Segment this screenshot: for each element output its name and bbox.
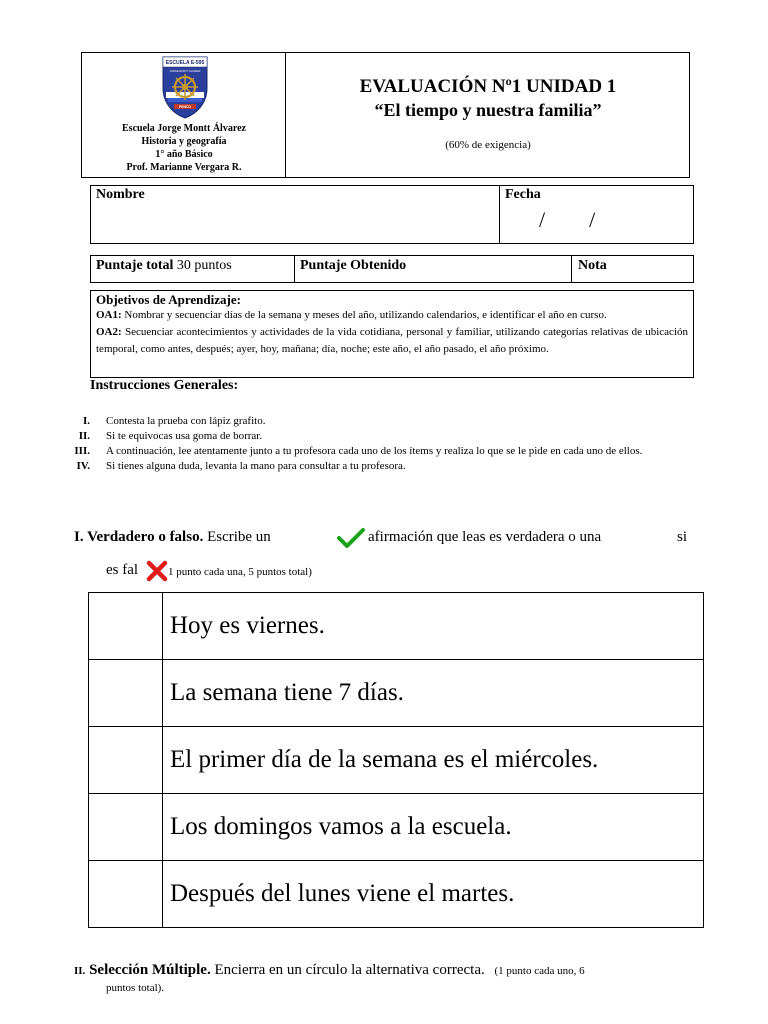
statement-cell: La semana tiene 7 días.	[163, 660, 704, 727]
statement-cell: El primer día de la semana es el miércoles.	[163, 727, 704, 794]
score-divider-2	[571, 255, 572, 283]
cross-icon	[146, 560, 168, 582]
answer-cell[interactable]	[89, 593, 163, 660]
section-1-title: I. Verdadero o falso.	[74, 529, 204, 545]
subject: Historia y geografía	[141, 136, 227, 147]
svg-text:JORGE MONTT ÁLVAREZ: JORGE MONTT ÁLVAREZ	[169, 70, 201, 73]
total-score-value: 30 puntos	[173, 258, 232, 273]
instructions-title: Instrucciones Generales:	[90, 378, 239, 393]
section-1-text-b: afirmación que leas es verdadera o una	[368, 529, 602, 545]
section-1-points: 1 punto cada una, 5 puntos total)	[168, 566, 312, 578]
statement-cell: Los domingos vamos a la escuela.	[163, 794, 704, 861]
section-2-points-a: (1 punto cada uno, 6	[494, 965, 585, 977]
teacher: Prof. Marianne Vergara R.	[126, 162, 242, 173]
table-row	[89, 794, 704, 861]
section-2-text: Encierra en un círculo la alternativa correcta.	[210, 962, 485, 978]
statement-cell: Después del lunes viene el martes.	[163, 861, 704, 928]
page-title: EVALUACIÓN Nº1 UNIDAD 1	[359, 76, 617, 97]
answer-cell[interactable]	[89, 861, 163, 928]
school-info	[82, 122, 286, 174]
name-label: Nombre	[96, 187, 145, 202]
page-subtitle: “El tiempo y nuestra familia”	[374, 100, 602, 120]
section-1-line-2	[106, 562, 138, 579]
instruction-text: Contesta la prueba con lápiz grafito.	[106, 415, 266, 427]
section-1-text-c: si	[677, 529, 688, 545]
score-divider-1	[294, 255, 295, 283]
school-name: Escuela Jorge Montt Álvarez	[122, 123, 246, 134]
oa2-text: Secuenciar acontecimientos y actividades de la vida cotidiana, personal y familiar, utilizando categorías relativas de ubicación temporal, como antes, después; ayer, hoy, mañana; día, noche; este año, el año pasado, el año próximo.	[96, 326, 688, 355]
instruction-number: I.	[82, 415, 90, 427]
instructions-list	[70, 414, 698, 474]
instruction-text: Si te equivocas usa goma de borrar.	[106, 430, 263, 442]
answer-cell[interactable]	[89, 727, 163, 794]
requirement-note: (60% de exigencia)	[445, 139, 531, 151]
section-2-number: II.	[74, 965, 86, 977]
name-field[interactable]	[96, 206, 494, 240]
objectives-title: Objetivos de Aprendizaje:	[96, 292, 241, 307]
section-1-text-a: Escribe un	[203, 529, 271, 545]
grade-label: Nota	[578, 258, 607, 273]
date-label: Fecha	[505, 187, 541, 202]
answer-cell[interactable]	[89, 794, 163, 861]
section-2-heading	[74, 962, 585, 979]
table-row	[89, 727, 704, 794]
objective-oa1	[96, 307, 688, 324]
total-score	[96, 258, 232, 274]
table-row	[89, 861, 704, 928]
instruction-text: Si tienes alguna duda, levanta la mano para consultar a tu profesora.	[106, 460, 406, 472]
section-2-points-b: puntos total).	[106, 982, 165, 994]
oa2-label: OA2:	[96, 326, 122, 338]
name-date-divider	[499, 185, 500, 244]
instruction-number: III.	[74, 445, 90, 457]
objectives	[96, 293, 688, 358]
check-icon	[336, 527, 366, 549]
svg-text:PENCO: PENCO	[178, 105, 192, 109]
instruction-number: IV.	[76, 460, 90, 472]
svg-text:ESCUELA E-595: ESCUELA E-595	[165, 60, 205, 66]
instruction-text: A continuación, lee atentamente junto a tu profesora cada uno de los ítems y realiza lo que se le pide en cada uno de ellos.	[106, 445, 643, 457]
table-row	[89, 593, 704, 660]
section-1-text-d: es fal	[106, 562, 139, 578]
oa1-text: Nombrar y secuenciar días de la semana y meses del año, utilizando calendarios, e identificar el año en curso.	[121, 309, 607, 321]
instruction-item	[70, 414, 698, 429]
instruction-item	[70, 459, 698, 474]
total-score-label: Puntaje total	[96, 258, 174, 273]
grade: 1° año Básico	[155, 149, 213, 160]
instruction-number: II.	[78, 430, 90, 442]
obtained-score-label: Puntaje Obtenido	[300, 258, 407, 273]
instruction-item	[70, 429, 698, 444]
school-logo	[160, 54, 210, 120]
statement-cell: Hoy es viernes.	[163, 593, 704, 660]
true-false-table	[88, 592, 704, 928]
table-row	[89, 660, 704, 727]
objective-oa2	[96, 324, 688, 358]
date-field[interactable]: / /	[539, 207, 596, 232]
instruction-item	[70, 444, 698, 459]
oa1-label: OA1:	[96, 309, 122, 321]
section-2-title: Selección Múltiple.	[89, 962, 211, 978]
answer-cell[interactable]	[89, 660, 163, 727]
